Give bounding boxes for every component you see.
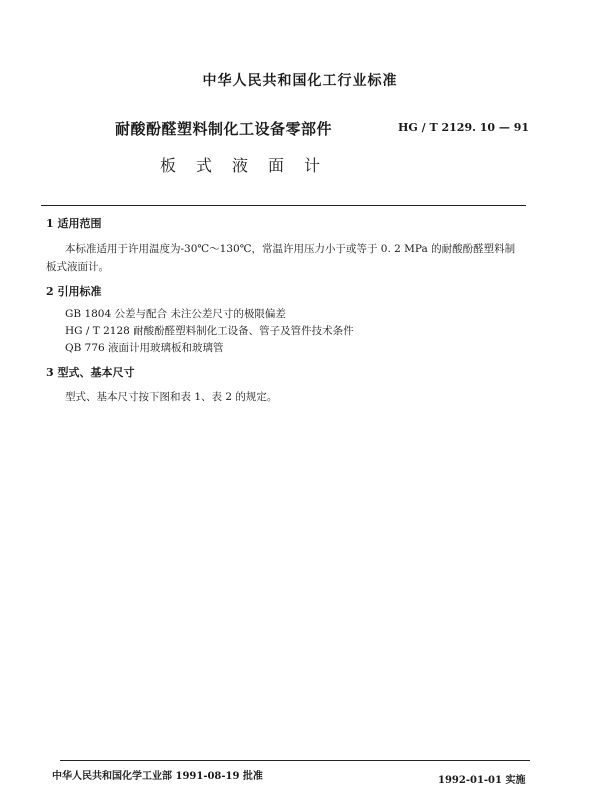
section-heading-types-dimensions: 3 型式、基本尺寸 (46, 366, 135, 379)
effective-date: 1992-01-01 实施 (438, 775, 526, 786)
document-title: 耐酸酚醛塑料制化工设备零部件 (115, 120, 333, 138)
approval-line: 中华人民共和国化学工业部 1991-08-19 批准 (52, 771, 263, 782)
issuing-organization: 中华人民共和国化工行业标准 (202, 73, 398, 89)
types-paragraph: 型式、基本尺寸按下图和表 1、表 2 的规定。 (65, 391, 278, 403)
document-subtitle: 板式液面计 (160, 156, 341, 175)
standard-code: HG / T 2129. 10 — 91 (398, 121, 530, 134)
reference-item: QB 776 液面计用玻璃板和玻璃管 (65, 342, 224, 354)
scope-paragraph-line-2: 板式液面计。 (46, 261, 109, 273)
scope-paragraph-line-1: 本标准适用于许用温度为-30℃～130℃，常温许用压力小于或等于 0. 2 MPa 的耐酸酚醛塑料制 (65, 243, 516, 255)
reference-item: GB 1804 公差与配合 未注公差尺寸的极限偏差 (65, 308, 286, 320)
section-heading-references: 2 引用标准 (46, 285, 102, 298)
reference-item: HG / T 2128 耐酸酚醛塑料制化工设备、管子及管件技术条件 (65, 325, 354, 337)
header-divider (41, 205, 526, 206)
footer-divider (60, 760, 530, 761)
section-heading-scope: 1 适用范围 (46, 217, 102, 230)
